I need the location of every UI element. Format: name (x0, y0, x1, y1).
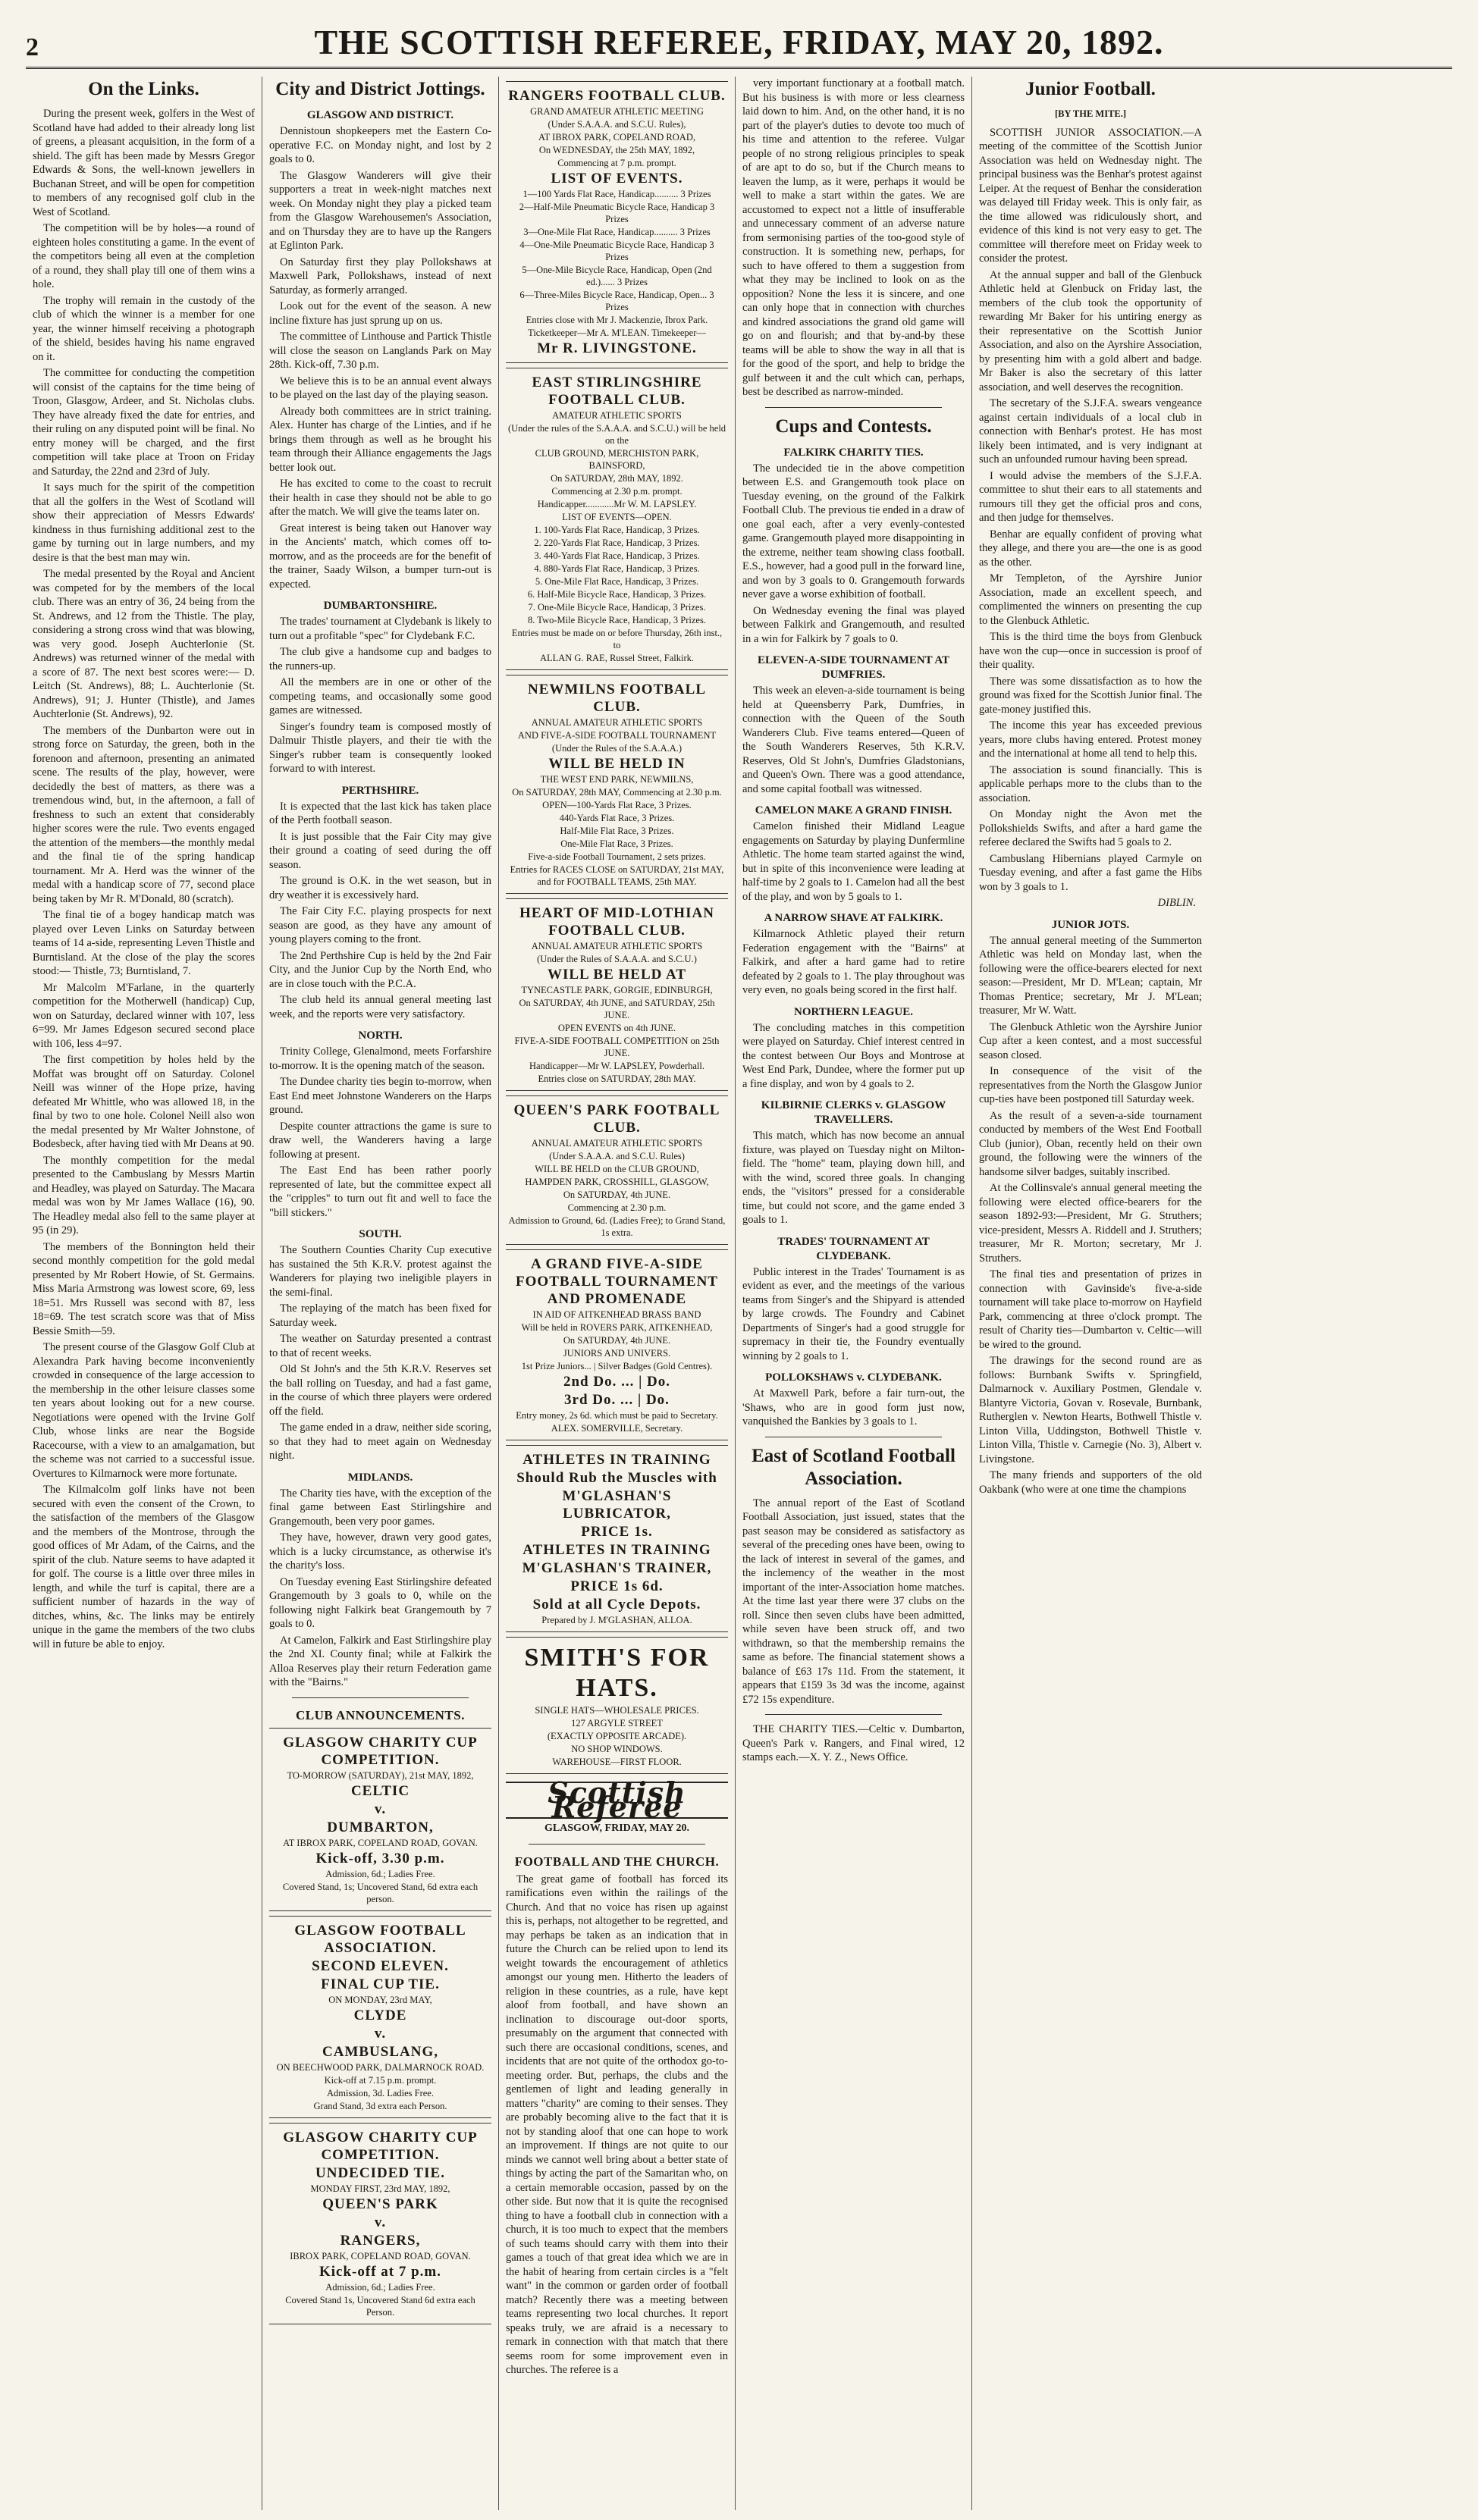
paragraph: Trinity College, Glenalmond, meets Forfarshire to-morrow. It is the opening match of the season. (269, 1045, 491, 1072)
ad-line: Prepared by J. M'GLASHAN, ALLOA. (541, 1615, 692, 1625)
paragraph: The final tie of a bogey handicap match was played over Leven Links on Saturday between teams of 14 a-side, representing Leven Thistle and Burntisland. At the close of the play the scores stood:— Thistle, 73; Burntisland, 7. (33, 909, 255, 977)
smiths-hats-ad (506, 1637, 728, 1774)
ad-line: One-Mile Flat Race, 3 Prizes. (560, 838, 673, 849)
editorial-continued (742, 77, 965, 400)
ad-line: (Under the Rules of S.A.A.A. and S.C.U.) (537, 954, 697, 964)
ad-line: FINAL CUP TIE. (321, 1976, 440, 1992)
section-heading: ELEVEN-A-SIDE TOURNAMENT AT DUMFRIES. (757, 654, 950, 681)
paragraph: The present course of the Glasgow Golf Club at Alexandra Park having become inconveniently crowded in consequence of the large accession to the membership in the other leisure classes some ten years about looking out for a new course. Negotiations were opened with the Irvine Golf Club, whose links are near the Bogside Racecourse, with a view to an amalgamation, but the scheme was not carried to a successful issue. Overtures to Kilmarnock were more fortunate. (33, 1341, 255, 1480)
links-article (33, 107, 255, 1651)
ad-line: LIST OF EVENTS—OPEN. (562, 512, 672, 522)
paragraph: It is expected that the last kick has taken place of the Perth football season. (269, 800, 491, 826)
ad-line: 2—Half-Mile Pneumatic Bicycle Race, Handicap 3 Prizes (519, 202, 715, 224)
paragraph: Look out for the event of the season. A new incline fixture has just sprung up on us. (269, 300, 491, 327)
ad-line: On SATURDAY, 4th JUNE. (563, 1189, 671, 1200)
ad-line: Ticketkeeper—Mr A. M'LEAN. Timekeeper— (528, 328, 706, 338)
east-scotland-heading: East of Scotland Football Association. (752, 1445, 956, 1489)
ad-line: 127 ARGYLE STREET (571, 1718, 663, 1729)
ad-line: 3rd Do. ... | Do. (564, 1392, 670, 1408)
paragraph: The weather on Saturday presented a contrast to that of recent weeks. (269, 1333, 491, 1359)
advertisement (506, 81, 728, 363)
ad-line: CLUB GROUND, MERCHISTON PARK, BAINSFORD, (535, 448, 699, 471)
ad-line: OPEN—100-Yards Flat Race, 3 Prizes. (542, 800, 692, 810)
paragraph: SCOTTISH JUNIOR ASSOCIATION.—A meeting of the committee of the Scottish Junior Association was held on Wednesday night. The principal business was the Benhar's protest against Leiper. At the request of Benhar the consideration was delayed till Friday week. This is only fair, as the time allowed was ridiculously short, and evidence of this kind is not very easy to get. The committee will therefore meet on Friday week to consider the protest. (979, 126, 1202, 265)
paragraph: The great game of football has forced its ramifications even within the railings of the Church. And that no voice has risen up against this is, perhaps, not altogether to be regretted, and may perhaps be taken as an indication that in future the Church can be relied upon to lend its weight towards the encouragement of athletics amongst our young men. Hitherto the leaders of religion in these countries, as a rule, have kept aloof from football, and have shown an inclination to discourage out-door sports, presumably on the argument that connected with such there are occasional conditions, scenes, and incidents that are not quite of the orthodox go-to-meeting order. But, perhaps, the clubs and the gentlemen of light and leading generally in matters "charity" are coming to their senses. They are probably becoming alive to the fact that it is not by standing aloof that one can hope to work an improvement. If things are not quite to our minds we cannot well bring about a better state of things by acting the part of the Samaritan who, on a certain memorable occasion, passed by on the other side. But now that it is quite the recognised thing to have a football club in connection with a church, it is too much to expect that the members of such teams should carry with them into their games a touch of that great idea which we are in the habit of hearing from certain circles is a "felt want" in the common or garden order of football match? Recently there was a meeting between teams representing two local churches. It report speaks truly, we are afraid is a necessary to remark in connection with that match that there seems room for some improvement even in churches. The referee is a (506, 1873, 728, 2376)
section-heading: FALKIRK CHARITY TIES. (783, 446, 924, 459)
ad-line: 8. Two-Mile Bicycle Race, Handicap, 3 Prizes. (528, 615, 706, 625)
ad-line: CLYDE (353, 2007, 407, 2023)
ad-line: Commencing at 2.30 p.m. (567, 1202, 667, 1213)
ad-line: GLASGOW FOOTBALL ASSOCIATION. (294, 1922, 466, 1956)
section-heading: NORTH. (358, 1030, 403, 1042)
paragraph: We believe this is to be an annual event always to be played on the last day of the playing season. (269, 375, 491, 401)
paragraph: Great interest is being taken out Hanover way in the Ancients' match, which comes off to-morrow, and as the proceeds are for the benefit of the trainer, Saady Wilson, a bumper turn-out is expected. (269, 522, 491, 591)
column-5 (972, 77, 1209, 2510)
ad-line: UNDECIDED TIE. (315, 2164, 445, 2181)
ad-line: Commencing at 2.30 p.m. prompt. (551, 486, 683, 497)
column-1 (26, 77, 262, 2510)
paragraph: The members of the Dunbarton were out in strong force on Saturday, the green, both in the forenoon and afternoon, presenting an animated scene. The results of the play, however, were decidedly the best of matters, as there was a tremendous wind, but, in the afternoon, a fall of freshness to such an extent that considerably higher scores were the rule. Two events engaged the attention of the members—the monthly medal and the final tie of the spring handicap tournament. Mr A. Herd was the winner of the medal with a handicap score of 77, second place being taken by Mr R. M'Donald, 80 (scratch). (33, 724, 255, 905)
paragraph: Mr Malcolm M'Farlane, in the quarterly competition for the Motherwell (handicap) Cup, won on Saturday, declared winner with 107, less 6=99. Mr James Edgeson secured second place with 106, less 4=97. (33, 981, 255, 1050)
ad-line: SINGLE HATS—WHOLESALE PRICES. (535, 1705, 699, 1716)
ad-line: AT IBROX PARK, COPELAND ROAD, (538, 132, 695, 143)
masthead (26, 23, 1452, 69)
paragraph: The Kilmalcolm golf links have not been secured with even the consent of the Crown, to the satisfaction of the members of the Glasgow and the members of the Montrose, through the good offices of Mr Adam, of the Cairns, and the spirit of the club. Nature seems to have adapted it for golf. The course is a little over three miles in length, and while the turf is capital, there are a sufficient number of hazards in the way of ditches, whins, &c. The links may be entirely unique in the game the members of the two clubs will in future be able to enjoy. (33, 1484, 255, 1650)
paragraph: The replaying of the match has been fixed for Saturday week. (269, 1302, 491, 1329)
ad-line: Handicapper—Mr W. LAPSLEY, Powderhall. (529, 1061, 704, 1071)
ad-line: ATHLETES IN TRAINING (522, 1542, 711, 1558)
paragraph: At Maxwell Park, before a fair turn-out, the 'Shaws, who are in good form just now, vanquished the Bankies by 3 goals to 1. (742, 1387, 965, 1428)
paragraph: This week an eleven-a-side tournament is being held at Queensberry Park, Dumfries, in connection with the Queen of the South Wanderers Club. Five teams entered—Queen of the South Wanderers Reserves, 5th K.R.V. Reserves, Old St John's, Dumfries Gladstonians, and Queen's Own. There was a good attendance, and some capital football was witnessed. (742, 685, 965, 795)
paragraph: The Charity ties have, with the exception of the final game between East Stirlingshire and Grangemouth, been very poor games. (269, 1487, 491, 1528)
section-heading: MIDLANDS. (347, 1471, 413, 1484)
ad-line: Five-a-side Football Tournament, 2 sets prizes. (528, 851, 706, 862)
paragraph: The committee of Linthouse and Partick Thistle will close the season on Langlands Park on May 28th. Kick-off, 7.30 p.m. (269, 331, 491, 371)
advertisement (506, 1095, 728, 1245)
ad-line: IN AID OF AITKENHEAD BRASS BAND (532, 1309, 701, 1320)
editorial-body (506, 1873, 728, 2377)
ad-line: PRICE 1s. (581, 1524, 653, 1540)
ad-line: 7. One-Mile Bicycle Race, Handicap, 3 Prizes. (528, 602, 706, 613)
columns (26, 77, 1452, 2510)
paragraph: The drawings for the second round are as follows: Burnbank Swifts v. Springfield, Dalmarnock v. Auxiliary Postmen, Glendale v. Blantyre Victoria, Govan v. Rosevale, Burnbank, Rutherglen v. Newton Hearts, Bothwell Thistle v. Linton Villa, Uddingston, Bothwell Thistle v. Linton Villa, Thistle v. Carnegie (No. 3), Albert v. Livingstone. (979, 1355, 1202, 1465)
section-heading: POLLOKSHAWS v. CLYDEBANK. (765, 1371, 942, 1384)
ad-line: 440-Yards Flat Race, 3 Prizes. (559, 813, 675, 823)
paragraph: The annual report of the East of Scotland Football Association, just issued, states that the past season may be considered as satisfactory as several of the preceding ones have been, owing to the lack of interest in several of the games, and the inclemency of the weather in the most important of the inter-Association home matches. At the time last year there were 37 clubs on the roll. Since then seven clubs have been admitted, while seven have been struck off, and two withdrawn, so that the membership remains the same as before. The financial statement shows a balance of £63 17s 11d. From the statement, it appears that £159 3s 3d was the income, against £72 15s expenditure. (742, 1497, 965, 1706)
ad-line: TYNECASTLE PARK, GORGIE, EDINBURGH, (521, 985, 713, 995)
ad-line: v. (374, 2025, 387, 2042)
cups-contests-sections (742, 446, 965, 1429)
paragraph: Benhar are equally confident of proving what they allege, and there you are—the one is as good as the other. (979, 528, 1202, 569)
paragraph: This match, which has now become an annual fixture, was played on Tuesday night on Milton-field. The "home" team, playing down hill, and with the wind, scored three goals. In changing ends, the "visitors" pressed for a considerable time, but could not score, and the game ended 3 goals to 1. (742, 1130, 965, 1226)
ad-title: QUEEN'S PARK FOOTBALL CLUB. (513, 1102, 720, 1136)
ad-line: 1st Prize Juniors... | Silver Badges (Gold Centres). (521, 1361, 713, 1371)
paragraph: On Tuesday evening East Stirlingshire defeated Grangemouth by 3 goals to 0, while on the following night Falkirk beat Grangemouth by 7 goals to 0. (269, 1575, 491, 1630)
ad-line: Sold at all Cycle Depots. (532, 1597, 701, 1613)
ad-line: NO SHOP WINDOWS. (571, 1744, 663, 1754)
ad-line: (Under the Rules of the S.A.A.A.) (551, 743, 683, 754)
section-heading: PERTHSHIRE. (341, 784, 419, 797)
ad-line: GLASGOW CHARITY CUP COMPETITION. (283, 1734, 478, 1768)
paragraph: The Dundee charity ties begin to-morrow, when East End meet Johnstone Wanderers on the Harps ground. (269, 1076, 491, 1116)
section-heading: DUMBARTONSHIRE. (323, 600, 438, 612)
paragraph: The committee for conducting the competition will consist of the captains for the time being of Troon, Glasgow, Ardeer, and St. Nicholas clubs. They have already fixed the date for entries, and their ruling on any disputed point will be final. No entry money will be charged, and the first competition will take place at Troon on Friday and Saturday, the 22nd and 23rd of July. (33, 367, 255, 478)
ad-line: CELTIC (350, 1782, 410, 1799)
ad-title: EAST STIRLINGSHIRE FOOTBALL CLUB. (532, 375, 702, 408)
ad-line: 5—One-Mile Bicycle Race, Handicap, Open (2nd ed.)...... 3 Prizes (522, 265, 712, 287)
paragraph: All the members are in one or other of the competing teams, and occasionally some good games are witnessed. (269, 676, 491, 716)
section-heading: GLASGOW AND DISTRICT. (306, 109, 454, 121)
advertisement (269, 1728, 491, 1911)
ad-line: GLASGOW CHARITY CUP COMPETITION. (283, 2129, 478, 2163)
east-scotland-article (742, 1497, 965, 1707)
ad-line: Admission, 6d.; Ladies Free. (325, 1868, 435, 1879)
advertisement (269, 1916, 491, 2118)
ad-line: ON BEECHWOOD PARK, DALMARNOCK ROAD. (276, 2061, 485, 2073)
paragraph: It is just possible that the Fair City may give their ground a coating of seed during the off season. (269, 830, 491, 871)
ad-line: 6. Half-Mile Bicycle Race, Handicap, 3 Prizes. (527, 589, 707, 600)
paragraph: I would advise the members of the S.J.F.A. committee to shut their ears to all statements and rumours till they get the official pros and cons, and then judge for themselves. (979, 469, 1202, 524)
ad-line: MONDAY FIRST, 23rd MAY, 1892, (310, 2183, 450, 2194)
ad-line: Admission to Ground, 6d. (Ladies Free); to Grand Stand, 1s extra. (508, 1215, 726, 1238)
paragraph: The Fair City F.C. playing prospects for next season are good, as they have any amount of young players coming to the front. (269, 905, 491, 945)
paragraph: The final ties and presentation of prizes in connection with Gavinside's five-a-side tournament will take place to-morrow on Hayfield Park, commencing at three o'clock prompt. The result of Charity ties—Dumbarton v. Celtic—will be wired to the ground. (979, 1268, 1202, 1351)
paragraph: There was some dissatisfaction as to how the ground was fixed for the Scottish Junior final. The gate-money justified this. (979, 675, 1202, 716)
paragraph: The 2nd Perthshire Cup is held by the 2nd Fair City, and the Junior Cup by the North End, who are in close touch with the P.C.A. (269, 949, 491, 990)
junior-football-article (979, 126, 1202, 895)
section-heading: SOUTH. (359, 1228, 402, 1240)
lubricator-ad (506, 1445, 728, 1632)
paragraph: It says much for the spirit of the competition that all the golfers in the West of Scotland will show their appreciation of Messrs Edwards' kindness in thus furnishing additional zest to the game by turning out in large numbers, and my desire is that the best man may win. (33, 481, 255, 564)
ad-line: 1—100 Yards Flat Race, Handicap.......... 3 Prizes (522, 189, 711, 199)
ad-line: ON MONDAY, 23rd MAY, (328, 1994, 432, 2005)
advertisement (269, 2123, 491, 2324)
ad-line: Half-Mile Flat Race, 3 Prizes. (560, 826, 674, 836)
paragraph: Despite counter attractions the game is sure to draw well, the Wanderers having a large following at present. (269, 1120, 491, 1161)
ad-line: 2. 220-Yards Flat Race, Handicap, 3 Prizes. (534, 538, 700, 548)
paragraph: The Glenbuck Athletic won the Ayrshire Junior Cup after a keen contest, and a most successful season closed. (979, 1020, 1202, 1061)
ad-line: Mr R. LIVINGSTONE. (537, 340, 697, 356)
ad-line: AND FIVE-A-SIDE FOOTBALL TOURNAMENT (517, 730, 717, 741)
ad-line: ANNUAL AMATEUR ATHLETIC SPORTS (531, 1138, 703, 1149)
ad-line: TO-MORROW (SATURDAY), 21st MAY, 1892, (287, 1769, 474, 1781)
paragraph: The club give a handsome cup and badges to the runners-up. (269, 646, 491, 672)
paragraph: They have, however, drawn very good gates, which is a lucky circumstance, as otherwise it's the charity's loss. (269, 1531, 491, 1572)
ad-line: Admission, 6d.; Ladies Free. (325, 2281, 435, 2293)
ad-line: (Under the rules of the S.A.A.A. and S.C.U.) will be held on the (507, 423, 726, 446)
ad-line: M'GLASHAN'S LUBRICATOR, (562, 1488, 672, 1522)
ad-line: Entry money, 2s 6d. which must be paid to Secretary. (516, 1410, 718, 1421)
ad-line: WILL BE HELD AT (547, 967, 687, 983)
ad-title: RANGERS FOOTBALL CLUB. (508, 88, 726, 104)
paragraph: On Monday night the Avon met the Pollokshields Swifts, and after a hard game the referee declared the Swifts had 5 goals to 2. (979, 808, 1202, 848)
scottish-referee-banner: Scottish Referee (506, 1782, 728, 1819)
advertisement (506, 368, 728, 670)
ad-line: 4—One-Mile Pneumatic Bicycle Race, Handicap 3 Prizes (519, 240, 714, 262)
ad-line: ANNUAL AMATEUR ATHLETIC SPORTS (531, 717, 703, 728)
junior-byline: [BY THE MITE.] (1054, 108, 1127, 119)
paragraph: He has excited to come to the coast to recruit their health in case they should not be able to go after the match. We will give the teams later on. (269, 478, 491, 518)
advertisement (506, 1249, 728, 1440)
paragraph: During the present week, golfers in the West of Scotland have had added to their already long list of greens, a pleasant acquisition, in the form of a shield. The gift has been made by Messrs Gregor Edwards & Sons, the well-known jewellers in Buchanan Street, and will be open for competition to members of any recognised golf club in the West of Scotland. (33, 108, 255, 218)
paragraph: At the annual supper and ball of the Glenbuck Athletic held at Glenbuck on Friday last, the members of the club took the opportunity of rewarding Mr Baker for his untiring energy as their representative on the Scottish Junior Association, and also on the Ayrshire Association, by presenting him with a gold albert and badge. Mr Baker is also the secretary of this latter association, and well deserves the recognition. (979, 268, 1202, 393)
ad-line: GRAND AMATEUR ATHLETIC MEETING (530, 106, 704, 117)
paragraph: The undecided tie in the above competition between E.S. and Grangemouth took place on Tuesday evening, on the ground of the Falkirk Football Club. The previous tie ended in a draw of one goal each, after a very evenly-contested game. Grangemouth played more disappointing in the extreme, neither team showing class football. E.S., however, had a good pull in the forward line, and won by 3 goals to 0. Grangemouth forwards never gave a worse exhibition of football. (742, 462, 965, 600)
paragraph: The income this year has exceeded previous years, more clubs having entered. Protest money and the international at home all tend to help this. (979, 719, 1202, 760)
ad-line: ATHLETES IN TRAINING (522, 1452, 711, 1468)
paragraph: The club held its annual general meeting last week, and the reports were very satisfactory. (269, 994, 491, 1020)
ad-line: ANNUAL AMATEUR ATHLETIC SPORTS (531, 941, 703, 951)
ad-line: Should Rub the Muscles with (516, 1470, 717, 1486)
ad-line: ALLAN G. RAE, Russel Street, Falkirk. (539, 653, 695, 663)
paragraph: The many friends and supporters of the old Oakbank (who were at one time the champions (979, 1469, 1202, 1496)
ad-line: DUMBARTON, (327, 1819, 434, 1835)
paragraph: Camelon finished their Midland League engagements on Saturday by playing Dunfermline Athletic. The home team started against the wind, but in spite of this inconvenience were leading at half-time by 2 goals to 1. Camelon had all the best of the play, and won by 5 goals to 1. (742, 820, 965, 903)
editorial-dateline: GLASGOW, FRIDAY, MAY 20. (544, 1823, 690, 1834)
ad-line: AT IBROX PARK, COPELAND ROAD, GOVAN. (283, 1837, 478, 1848)
paragraph: Already both committees are in strict training. Alex. Hunter has charge of the Linties, and if he brings them through as well as he brought his team through their Alliance engagements the Jags better look out. (269, 405, 491, 474)
paragraph: Singer's foundry team is composed mostly of Dalmuir Thistle players, and their tie with the Singer's rubber team is consequently looked forward to with interest. (269, 720, 491, 775)
junior-jots-article (979, 934, 1202, 1497)
ad-line: (EXACTLY OPPOSITE ARCADE). (547, 1731, 687, 1741)
paragraph: Dennistoun shopkeepers met the Eastern Co-operative F.C. on Monday night, and lost by 2 goals to 0. (269, 125, 491, 165)
paragraph: On Wednesday evening the final was played between Falkirk and Grangemouth, and resulted in a win for Falkirk by 7 goals to 0. (742, 604, 965, 645)
junior-signature: DIBLIN. (1157, 897, 1196, 909)
charity-ties-notice: THE CHARITY TIES.—Celtic v. Dumbarton, Queen's Park v. Rangers, and Final wired, 12 stamps each.—X. Y. Z., News Office. (742, 1723, 965, 1763)
sports-advertisements (506, 81, 728, 1440)
smiths-hats-headline: SMITH'S FOR HATS. (524, 1644, 710, 1702)
paragraph: Old St John's and the 5th K.R.V. Reserves set the ball rolling on Tuesday, and had a fast game, in the course of which three players were ordered off the field. (269, 1363, 491, 1418)
football-church-heading: FOOTBALL AND THE CHURCH. (514, 1854, 720, 1869)
ad-line: FIVE-A-SIDE FOOTBALL COMPETITION on 25th JUNE. (514, 1036, 720, 1058)
junior-jots-heading: JUNIOR JOTS. (1051, 918, 1130, 931)
paragraph: The trades' tournament at Clydebank is likely to turn out a profitable "spec" for Clydebank F.C. (269, 616, 491, 642)
ad-line: On SATURDAY, 4th JUNE. (563, 1335, 671, 1346)
junior-football-heading: Junior Football. (1025, 79, 1156, 99)
ad-line: Entries close on SATURDAY, 28th MAY. (538, 1074, 696, 1084)
column-3 (499, 77, 736, 2510)
ad-line: Entries close with Mr J. Mackenzie, Ibrox Park. (526, 315, 708, 325)
cups-contests-heading: Cups and Contests. (775, 415, 932, 437)
ad-line: AMATEUR ATHLETIC SPORTS (552, 410, 682, 421)
ad-line: Kick-off at 7.15 p.m. prompt. (324, 2074, 437, 2086)
paragraph: Cambuslang Hibernians played Carmyle on Tuesday evening, and after a fast game the Hibs won by 3 goals to 1. (979, 852, 1202, 893)
paragraph: At the Collinsvale's annual general meeting the following were elected office-bearers for the season 1892-93:—President, Mr G. Struthers; vice-president, Messrs A. Riddell and J. Struthers; treasurer, Mr R. Morton; secretary, Mr J. Struthers. (979, 1182, 1202, 1265)
paragraph: very important functionary at a football match. But his business is with more or less clearness laid down to him. And, on the other hand, it is no part of the player's duties to devote too much of his time and attention to the referee. Vulgar people of no strong religious principles to speak of are apt to do so, but if the Church means to leaven the lump, as it were, perhaps it would be well to make a start within the gates. We are accustomed to expect not a little of insufferable and unnecessary comment of an adverse nature from sermonising parties of the too-good style of construction. It is something new, perhaps, for such to have offered to them a suggestion from what they may be inclined to look on as the opposition? None the less it is sincere, and one can only hope that in connection with churches and kindred associations the grand old game will go on and flourish; and that by-and-by these teams will be able to show the way in all that is for the good of the sport, and help to bridge the gulf between it and the cult which can, perhaps, best be described as narrow-minded. (742, 77, 965, 398)
ad-line: Commencing at 7 p.m. prompt. (557, 158, 676, 168)
ad-line: Admission, 3d. Ladies Free. (327, 2087, 434, 2098)
city-district-heading: City and District Jottings. (275, 79, 485, 99)
ad-line: On WEDNESDAY, the 25th MAY, 1892, (538, 145, 695, 155)
ad-title: NEWMILNS FOOTBALL CLUB. (527, 682, 706, 715)
ad-line: JUNIORS AND UNIVERS. (563, 1348, 671, 1359)
column-4 (736, 77, 972, 2510)
section-heading: A NARROW SHAVE AT FALKIRK. (764, 912, 943, 924)
paragraph: The members of the Bonnington held their second monthly competition for the gold medal presented by Mr Robert Howie, of St. Germains. Miss Maria Armstrong was lowest score, 69, less 18=51. Mrs Russell was second with 87, less 18=69. The test scratch score was that of Miss Bessie Smith—59. (33, 1240, 255, 1337)
ad-line: On SATURDAY, 28th MAY, Commencing at 2.30 p.m. (512, 787, 722, 798)
ad-line: RANGERS, (340, 2232, 421, 2249)
paragraph: Mr Templeton, of the Ayrshire Junior Association, made an excellent speech, and complimented the winners on presenting the cup to the Glenbuck Athletic. (979, 572, 1202, 627)
ad-line: 4. 880-Yards Flat Race, Handicap, 3 Prizes. (534, 563, 700, 574)
paragraph: Kilmarnock Athletic played their return Federation engagement with the "Bairns" at Falkirk, and after a hard game had to retire defeated by 2 goals to 1. The play throughout was very even, no goals being scored in the first half. (742, 928, 965, 996)
on-the-links-heading: On the Links. (88, 79, 199, 99)
ad-line: ALEX. SOMERVILLE, Secretary. (551, 1423, 683, 1434)
column-2 (262, 77, 499, 2510)
paragraph: The association is sound financially. This is applicable perhaps more to the clubs than to the association. (979, 763, 1202, 804)
ad-line: 1. 100-Yards Flat Race, Handicap, 3 Prizes. (534, 525, 700, 535)
paragraph: This is the third time the boys from Glenbuck have won the cup—once in succession is proof of their quality. (979, 631, 1202, 671)
paragraph: At Camelon, Falkirk and East Stirlingshire play the 2nd XI. County final; while at Falkirk the Alloa Reserves play their return Federation game with the "Bairns." (269, 1634, 491, 1688)
paragraph: The East End has been rather poorly represented of late, but the committee expect all the "cripples" to turn out fit and well to face the "bill stickers." (269, 1164, 491, 1219)
club-announcements-heading: CLUB ANNOUNCEMENTS. (296, 1707, 465, 1722)
paragraph: As the result of a seven-a-side tournament conducted by members of the West End Football Club (junior), Oban, recently held on their own ground, the following were the winners of the handsome silver badges, suitably inscribed. (979, 1109, 1202, 1178)
ad-line: Kick-off, 3.30 p.m. (315, 1850, 445, 1866)
ad-line: Covered Stand 1s, Uncovered Stand 6d extra each Person. (285, 2294, 475, 2318)
section-heading: NORTHERN LEAGUE. (794, 1005, 913, 1018)
paragraph: The annual general meeting of the Summerton Athletic was held on Monday last, when the following were the office-bearers elected for next season:—President, Mr D. M'Lean; captain, Mr Thomas Prentice; secretary, Mr J. M'Lean; treasurer, Mr W. Watt. (979, 934, 1202, 1017)
ad-line: WAREHOUSE—FIRST FLOOR. (552, 1757, 682, 1767)
ad-line: Grand Stand, 3d extra each Person. (313, 2100, 447, 2111)
section-heading: KILBIRNIE CLERKS v. GLASGOW TRAVELLERS. (761, 1099, 946, 1126)
ad-line: On SATURDAY, 4th JUNE, and SATURDAY, 25th JUNE. (519, 998, 715, 1020)
ad-line: Entries for RACES CLOSE on SATURDAY, 21st MAY, and for FOOTBALL TEAMS, 25th MAY. (510, 864, 724, 887)
page-number: 2 (26, 33, 39, 61)
paragraph: Public interest in the Trades' Tournament is as evident as ever, and the meetings of the various teams from Singer's and the Shipyard is attended by large crowds. The Foundry and Cabinet Departments of Singer's had a good struggle for supremacy in their tie, the Foundry eventually winning by 2 goals to 1. (742, 1265, 965, 1362)
section-heading: TRADES' TOURNAMENT AT CLYDEBANK. (777, 1235, 930, 1262)
ad-line: v. (374, 2214, 387, 2230)
ad-line: v. (374, 1801, 387, 1817)
ad-line: (Under S.A.A.A. and S.C.U. Rules) (549, 1151, 685, 1161)
ad-line: 2nd Do. ... | Do. (563, 1374, 670, 1390)
ad-line: IBROX PARK, COPELAND ROAD, GOVAN. (290, 2250, 471, 2261)
ad-line: PRICE 1s 6d. (570, 1578, 664, 1594)
paragraph: The monthly competition for the medal presented to the Cambuslang by Messrs Martin and Headley, was played on Saturday. The Macara medal was won by Mr James Wallace (16), 90. The Headley medal also fell to the same player at 95 (in 29). (33, 1154, 255, 1236)
section-heading: CAMELON MAKE A GRAND FINISH. (755, 804, 952, 816)
advertisement (506, 675, 728, 894)
ad-line: THE WEST END PARK, NEWMILNS, (540, 774, 694, 785)
ad-line: CAMBUSLANG, (322, 2043, 438, 2060)
ad-line: 3. 440-Yards Flat Race, Handicap, 3 Prizes. (534, 550, 700, 561)
ad-line: Handicapper............Mr W. M. LAPSLEY. (537, 499, 697, 509)
ad-line: SECOND ELEVEN. (312, 1957, 449, 1974)
paragraph: The first competition by holes held by the Moffat was brought off on Saturday. Colonel Neill was winner of the Hope prize, having defeated Mr Whittle, who was allowed 18, in the final by two to one hole. Colonel Neill also won the medal presented by Mr Walter Johnstone, of Bodesbeck, after having tied with Mr Deans at 90. (33, 1054, 255, 1150)
ad-line: Covered Stand, 1s; Uncovered Stand, 6d extra each person. (282, 1881, 479, 1904)
paragraph: The concluding matches in this competition were played on Saturday. Chief interest centred in the contest between Our Boys and Montrose at West End Park, Dundee, where the former put up a fine display, and won by 4 goals to 2. (742, 1021, 965, 1090)
advertisement (506, 898, 728, 1091)
paragraph: On Saturday first they play Pollokshaws at Maxwell Park, Pollokshaws, instead of next Saturday, as formerly arranged. (269, 255, 491, 296)
paragraph: The competition will be by holes—a round of eighteen holes constituting a game. In the event of the competitors being all even at the completion of a round, they shall play till one of them wins a hole. (33, 222, 255, 290)
ad-line: LIST OF EVENTS. (551, 171, 683, 186)
ad-line: HAMPDEN PARK, CROSSHILL, GLASGOW, (525, 1177, 709, 1187)
ad-line: Kick-off at 7 p.m. (319, 2263, 441, 2280)
ad-line: Will be held in ROVERS PARK, AITKENHEAD, (521, 1322, 713, 1333)
ad-line: (Under S.A.A.A. and S.C.U. Rules), (548, 119, 686, 130)
paragraph: The secretary of the S.J.F.A. swears vengeance against certain individuals of a local club in connection with Benhar's protest. He has most likely been intimated, and is very indignant at such an unfounded rumour having been spread. (979, 397, 1202, 465)
ad-line: Entries must be made on or before Thursday, 26th inst., to (511, 628, 723, 650)
paragraph: The Glasgow Wanderers will give their supporters a treat in week-night matches next week. On Monday night they play a picked team from the Glasgow Warehousemen's Association, and on Thursday they are to have up the Rangers at Eglinton Park. (269, 169, 491, 252)
newspaper-title: THE SCOTTISH REFEREE, FRIDAY, MAY 20, 1892. (314, 23, 1164, 61)
ad-line: WILL BE HELD IN (548, 756, 686, 772)
ad-line: OPEN EVENTS on 4th JUNE. (557, 1023, 676, 1033)
ad-line: QUEEN'S PARK (322, 2196, 438, 2212)
paragraph: The medal presented by the Royal and Ancient was competed for by the members of the local club. There was an entry of 36, 24 being from the St. Andrews, and 12 from the Thistle. The play, considering a strong cross wind that was blowing, was very good. Joseph Auchterlonie (St. Andrews) was returned winner of the medal with a score of 87. The next best scores were:— D. Leitch (St. Andrews), 88; L. Auchterlonie (St. Andrews), 91; J. Hunter (Thistle), and James Auchterlonie (St. Andrews), 92. (33, 568, 255, 720)
paragraph: The game ended in a draw, neither side scoring, so that they had to meet again on Wednesday night. (269, 1421, 491, 1462)
ad-line: 6—Three-Miles Bicycle Race, Handicap, Open... 3 Prizes (519, 290, 714, 312)
ad-line: 3—One-Mile Flat Race, Handicap.......... 3 Prizes (523, 227, 711, 237)
ad-line: 5. One-Mile Flat Race, Handicap, 3 Prizes. (535, 576, 699, 587)
club-announcement-ads (269, 1728, 491, 2324)
paragraph: The ground is O.K. in the wet season, but in dry weather it is excessively hard. (269, 875, 491, 901)
ad-line: M'GLASHAN'S TRAINER, (522, 1560, 712, 1576)
paragraph: In consequence of the visit of the representatives from the North the Glasgow Junior cup-ties have been postponed till Saturday week. (979, 1065, 1202, 1105)
ad-title: A GRAND FIVE-A-SIDE FOOTBALL TOURNAMENT AND PROMENADE (516, 1256, 718, 1307)
ad-title: HEART OF MID-LOTHIAN FOOTBALL CLUB. (519, 905, 714, 939)
ad-line: On SATURDAY, 28th MAY, 1892. (551, 473, 683, 484)
city-district-sections (269, 108, 491, 1690)
paragraph: The trophy will remain in the custody of the club of which the winner is a member for one year, the winner himself receiving a photograph of the shield, besides having his name engraved on it. (33, 294, 255, 363)
paragraph: The Southern Counties Charity Cup executive has sustained the 5th K.R.V. protest against the Wanderers for playing two ineligible players in the semi-final. (269, 1244, 491, 1299)
ad-line: WILL BE HELD on the CLUB GROUND, (535, 1164, 699, 1174)
